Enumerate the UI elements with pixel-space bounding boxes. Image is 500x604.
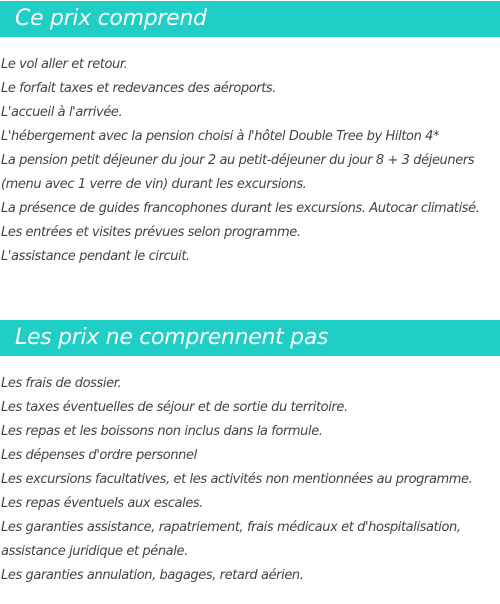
- list-item: Les frais de dossier.: [1, 376, 122, 391]
- list-item: Les garanties assistance, rapatriement, frais médicaux et d'hospitalisation,: [1, 520, 461, 535]
- list-item: Les repas et les boissons non inclus dans la formule.: [1, 424, 323, 439]
- list-item: assistance juridique et pénale.: [1, 544, 188, 559]
- list-item: Les entrées et visites prévues selon programme.: [1, 225, 301, 240]
- list-item: La présence de guides francophones durant les excursions. Autocar climatisé.: [1, 201, 480, 216]
- list-item: Les taxes éventuelles de séjour et de sortie du territoire.: [1, 400, 348, 415]
- list-item: Les garanties annulation, bagages, retard aérien.: [1, 568, 304, 583]
- list-item: Les excursions facultatives, et les activités non mentionnées au programme.: [1, 472, 473, 487]
- list-item: La pension petit déjeuner du jour 2 au petit-déjeuner du jour 8 + 3 déjeuners: [1, 153, 475, 168]
- not-included-items-list: [0, 372, 500, 588]
- list-item: L'assistance pendant le circuit.: [1, 249, 190, 264]
- included-items-list: [0, 53, 500, 269]
- list-item: Le vol aller et retour.: [1, 57, 128, 72]
- list-item: Le forfait taxes et redevances des aéroports.: [1, 81, 277, 96]
- list-item: L'hébergement avec la pension choisi à l'hôtel Double Tree by Hilton 4*: [1, 129, 440, 144]
- section-title-not-included: Les prix ne comprennent pas: [0, 320, 500, 356]
- list-item: Les dépenses d'ordre personnel: [1, 448, 197, 463]
- section-title-included: Ce prix comprend: [0, 1, 500, 37]
- list-item: L'accueil à l'arrivée.: [1, 105, 123, 120]
- list-item: (menu avec 1 verre de vin) durant les excursions.: [1, 177, 307, 192]
- list-item: Les repas éventuels aux escales.: [1, 496, 204, 511]
